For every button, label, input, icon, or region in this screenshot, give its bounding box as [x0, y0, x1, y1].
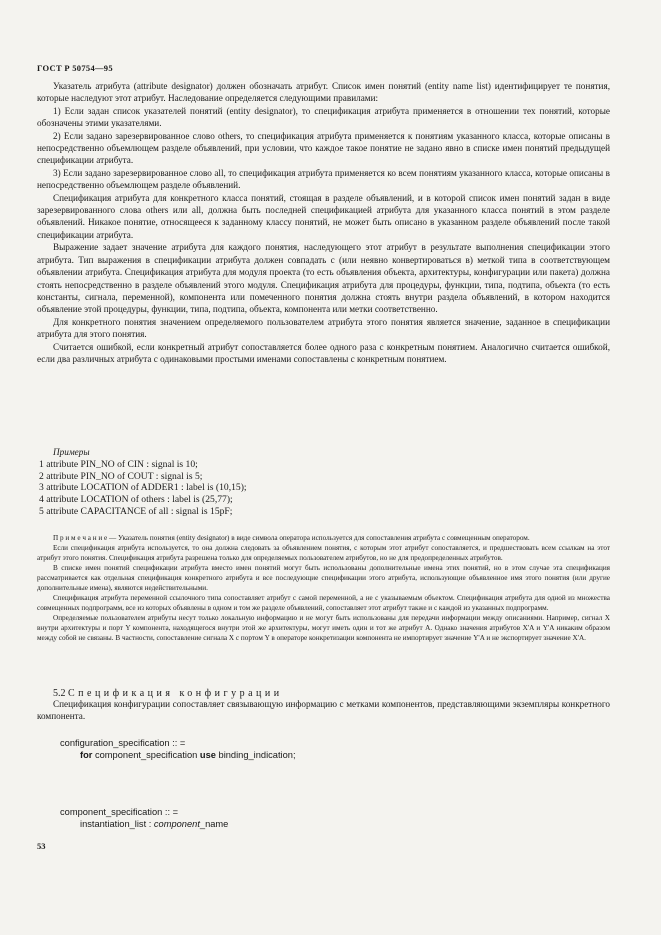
rule-part: binding_indication; [215, 750, 296, 760]
note-block [37, 533, 610, 643]
paragraph: Спецификация конфигурации сопоставляет связывающую информацию с метками компонентов, представляющими экземпляры конкретного компонента. [37, 699, 610, 722]
rule-part: instantiation_list : [80, 819, 154, 829]
section-title: Спецификация конфигурации [68, 688, 283, 699]
rule-operator: :: = [162, 807, 179, 817]
body-text [37, 80, 610, 365]
example-line: 3 attribute LOCATION of ADDER1 : label is (10,15); [39, 482, 247, 494]
section-text [37, 698, 610, 723]
rule-part: component_specification [92, 750, 200, 760]
paragraph: 1) Если задан список указателей понятий (entity designator), то спецификация атрибута применяется в отношении тех понятий, которые обозначены этими указателями. [37, 105, 610, 129]
note-paragraph: В списке имен понятий спецификации атрибута вместо имен понятий могут быть использованы дополнительные имена этих понятий, но в этом случае эта спецификация рассматривается как отдельная спецификация конкретного атрибута и все последующие спецификации этого атрибута, использующие объявленное имя этого понятия (или другие дополнительные имена), являются недействительными. [37, 564, 610, 592]
rule-part: _name [199, 819, 229, 829]
rule-operator: :: = [169, 738, 186, 748]
rule-part-italic: component [153, 819, 200, 829]
keyword-use: use [199, 750, 216, 760]
syntax-rule-component [60, 806, 228, 830]
paragraph: Для конкретного понятия значением определяемого пользователем атрибута этого понятия является значение, заданное в спецификации атрибута для этого понятия. [37, 316, 610, 340]
document-header: ГОСТ Р 50754—95 [37, 63, 113, 73]
paragraph: 2) Если задано зарезервированное слово others, то спецификация атрибута применяется к понятиям указанного класса, которые описаны в непосредственно объемлющем разделе объявлений, при условии, что каждое такое понятие не задано явно в списке имен понятий предыдущей спецификации атрибута. [37, 130, 610, 166]
section-number: 5.2 [53, 688, 66, 699]
note-paragraph: Определяемые пользователем атрибуты несут только локальную информацию и не могут быть использованы для передачи информации между описаниями. Например, сигнал X внутри архитектуры и порт Y компонента, находящегося внутри этой же архитектуры, могут иметь один и тот же атрибут A. Однако значения атрибутов X'A и Y'A никаким образом между собой не связаны. В частности, сопоставление сигнала X с портом Y в операторе конкретизации компонента не импортирует значение Y'A и не экспортирует значение X'A. [37, 614, 610, 642]
example-line: 2 attribute PIN_NO of COUT : signal is 5; [39, 470, 203, 482]
example-line: 1 attribute PIN_NO of CIN : signal is 10; [39, 459, 198, 470]
keyword-for: for [80, 750, 93, 760]
syntax-rule-configuration [60, 737, 296, 761]
page-number: 53 [37, 841, 46, 851]
examples-title: Примеры [53, 447, 90, 457]
paragraph: 3) Если задано зарезервированное слово all, то спецификация атрибута применяется ко всем понятиям указанного класса, которые описаны в непосредственно объемлющем разделе объявлений. [37, 167, 610, 191]
examples-list [39, 459, 247, 518]
example-line: 5 attribute CAPACITANCE of all : signal is 15pF; [39, 505, 233, 517]
example-line: 4 attribute LOCATION of others : label is (25,77); [39, 494, 233, 506]
note-paragraph: П р и м е ч а н и е — Указатель понятия (entity designator) в виде символа оператора используется для сопоставления атрибута с совмещенным оператором. [53, 534, 530, 542]
paragraph: Считается ошибкой, если конкретный атрибут сопоставляется более одного раза с конкретным понятием. Аналогично считается ошибкой, если два различных атрибута с одинаковыми простыми именами сопоставлены с конкретным понятием. [37, 341, 610, 364]
rule-name: configuration_specification [60, 738, 170, 748]
paragraph: Указатель атрибута (attribute designator) должен обозначать атрибут. Список имен понятий (entity name list) идентифицирует те понятия, которые наследуют этот атрибут. Наследование определяется следующими правилами: [37, 81, 610, 104]
paragraph: Выражение задает значение атрибута для каждого понятия, наследующего этот атрибут в результате выполнения спецификации этого атрибута. Тип выражения в спецификации атрибута должен совпадать с (или неявно конвертироваться в) меткой типа в соответствующем объявлении атрибута. Спецификация атрибута для модуля проекта (то есть объявления объекта, архитектуры, конфигурации или пакета) должна стоять непосредственно в разделе объявлений этого модуля. Спецификация атрибута для процедуры, функции, типа, подтипа, объекта (то есть константы, сигнала, переменной), компонента или помеченного понятия должна стоять внутри раздела объявлений, в котором находится объявление этой процедуры, функции, типа, подтипа, объекта, компонента или метки соответственно. [37, 242, 610, 315]
note-paragraph: Если спецификация атрибута используется, то она должна следовать за объявлением понятия, с которым этот атрибут сопоставляется, и предшествовать всем ссылкам на этот атрибут этого понятия. Спецификация атрибута разрешена только для определяемых пользователем атрибутов, но не для предопределенных атрибутов. [37, 544, 610, 562]
note-paragraph: Спецификация атрибута переменной ссылочного типа сопоставляет атрибут с самой переменной, а не с указываемым объектом. Спецификация атрибута для одной из множества совмещенных подпрограмм, все из которых объявлены в одном и том же разделе объявлений, сопоставляет этот атрибут также и с каждой из указанных подпрограмм. [37, 594, 610, 612]
paragraph: Спецификация атрибута для конкретного класса понятий, стоящая в разделе объявлений, и в которой список имен понятий задан в виде зарезервированного слова others или all, должна быть последней спецификацией атрибута для указанного класса понятий в этом разделе объявлений. Никакое понятие, относящееся к заданному классу понятий, не может быть описано в указанном разделе объявлений после такой спецификации атрибута. [37, 192, 610, 240]
rule-name: component_specification [60, 807, 163, 817]
